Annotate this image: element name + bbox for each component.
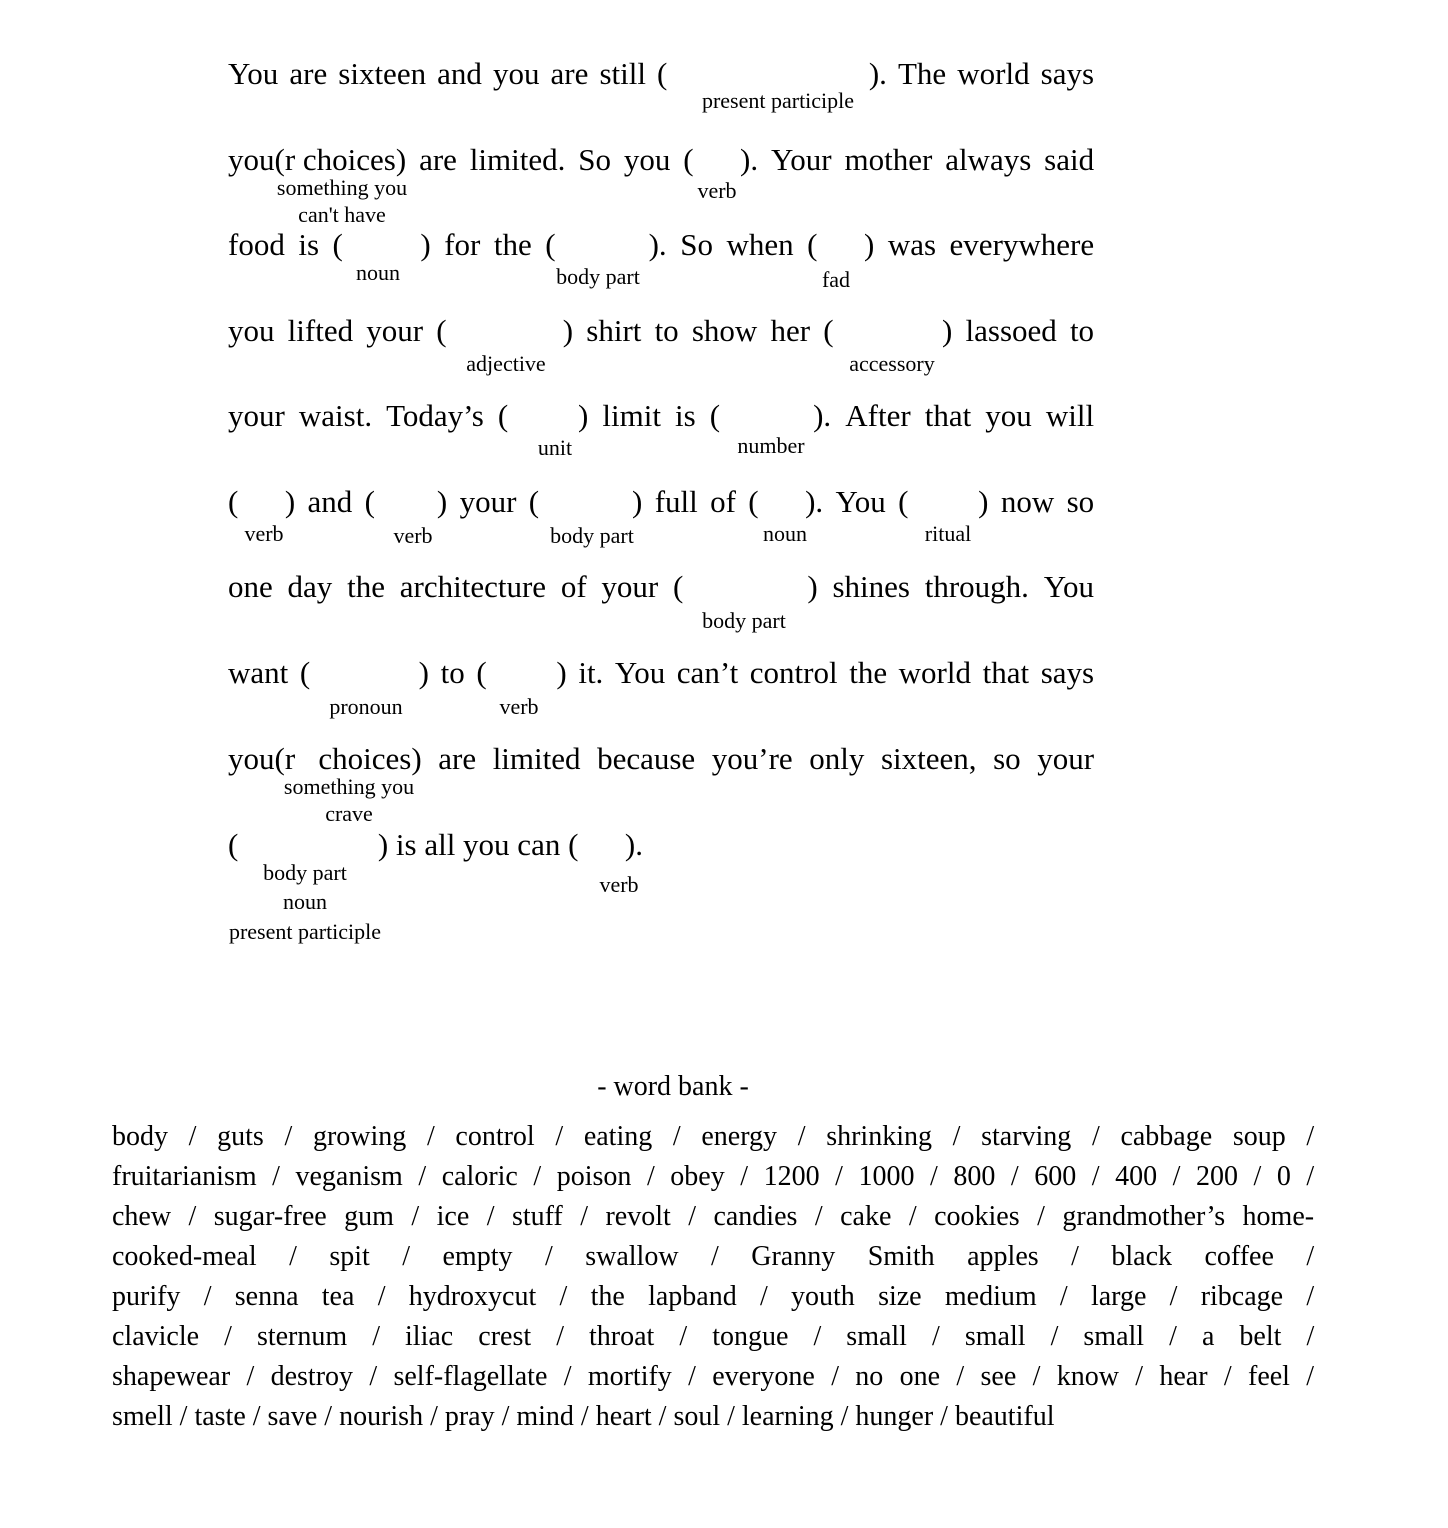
blank-label: pronoun: [329, 694, 403, 719]
text-token: cooked-meal: [112, 1241, 257, 1272]
text-token: the: [590, 1281, 625, 1312]
text-token: food: [228, 227, 285, 262]
text-token: obey: [670, 1161, 725, 1192]
text-token: empty: [442, 1241, 513, 1272]
text-token: cabbage: [1120, 1121, 1213, 1152]
word-bank-line: [112, 1400, 1314, 1434]
text-token: ( ): [898, 484, 989, 519]
word-bank-line: [112, 1240, 1314, 1274]
text-token: when: [726, 227, 794, 262]
text-token: no: [855, 1361, 884, 1392]
text-token: so: [993, 741, 1021, 776]
text-token: /: [559, 1281, 568, 1312]
text-token: day: [287, 569, 333, 604]
text-token: belt: [1239, 1321, 1282, 1352]
text-token: shirt: [586, 313, 642, 348]
text-token: caloric: [441, 1161, 518, 1192]
poem-line: [228, 142, 1094, 178]
text-token: full: [654, 484, 698, 519]
text-token: sixteen,: [880, 741, 977, 776]
text-token: purify: [112, 1281, 181, 1312]
text-token: shrinking: [826, 1121, 932, 1152]
text-token: ice: [436, 1201, 470, 1232]
text-token: you: [492, 56, 540, 91]
text-token: tea: [321, 1281, 355, 1312]
text-token: everywhere: [949, 227, 1095, 262]
blank-label: body part: [702, 608, 786, 633]
text-token: /: [688, 1361, 696, 1392]
text-token: sugar-free: [213, 1201, 327, 1232]
text-token: still: [599, 56, 646, 91]
text-token: /: [1050, 1321, 1059, 1352]
text-token: /: [1306, 1121, 1315, 1152]
text-token: small: [1083, 1321, 1145, 1352]
blank-label: body part: [556, 264, 640, 289]
blank-label: number: [737, 433, 805, 458]
text-token: /: [1032, 1361, 1041, 1392]
text-token: /: [835, 1161, 843, 1192]
text-token: are: [289, 56, 328, 91]
text-token: fruitarianism: [112, 1161, 257, 1192]
text-token: /: [813, 1321, 822, 1352]
text-token: self-flagellate: [393, 1361, 548, 1392]
text-token: /: [284, 1121, 293, 1152]
text-token: coffee: [1204, 1241, 1274, 1272]
poem-line: [228, 398, 1094, 434]
text-token: You: [228, 56, 279, 91]
text-token: and: [437, 56, 482, 91]
text-token: are: [438, 741, 477, 776]
text-token: now: [1000, 484, 1055, 519]
text-token: cookies: [934, 1201, 1020, 1232]
text-token: iliac: [405, 1321, 454, 1352]
poem-line: [228, 569, 1094, 605]
text-token: Granny: [751, 1241, 836, 1272]
text-token: /: [402, 1241, 411, 1272]
poem-line: [228, 227, 1094, 263]
text-token: large: [1090, 1281, 1147, 1312]
text-token: smell / taste / save / nourish / pray / mind / heart / soul / learning / hunger / beautiful: [112, 1401, 1055, 1432]
text-token: /: [486, 1201, 495, 1232]
text-token: of: [560, 569, 587, 604]
text-token: /: [1091, 1161, 1100, 1192]
blank-label: accessory: [849, 351, 935, 376]
text-token: your: [366, 313, 424, 348]
text-token: world: [898, 655, 971, 690]
text-token: /: [759, 1281, 768, 1312]
text-token: destroy: [270, 1361, 354, 1392]
text-token: /: [711, 1241, 719, 1272]
text-token: gum: [344, 1201, 394, 1232]
text-token: growing: [312, 1121, 407, 1152]
text-token: /: [646, 1161, 655, 1192]
text-token: shines: [832, 569, 910, 604]
poem-line: [228, 313, 1094, 349]
text-token: 400: [1115, 1161, 1158, 1192]
text-token: /: [1172, 1161, 1181, 1192]
text-token: to: [440, 655, 465, 690]
text-token: that: [982, 655, 1030, 690]
text-token: ( ): [528, 484, 643, 519]
text-token: ( ): [497, 398, 589, 433]
text-token: So: [578, 142, 611, 177]
text-token: /: [956, 1361, 965, 1392]
text-token: it.: [578, 655, 604, 690]
text-token: ( ): [807, 227, 875, 262]
text-token: /: [740, 1161, 749, 1192]
text-token: your: [601, 569, 659, 604]
text-token: hear: [1159, 1361, 1208, 1392]
text-token: /: [188, 1201, 197, 1232]
blank-label: verb: [499, 694, 539, 719]
text-token: ( ): [673, 569, 818, 604]
text-token: /: [1306, 1321, 1315, 1352]
text-token: swallow: [585, 1241, 679, 1272]
poem-line: [228, 56, 1094, 92]
text-token: /: [1037, 1201, 1045, 1232]
text-token: throat: [589, 1321, 655, 1352]
text-token: Today’s: [386, 398, 484, 433]
text-token: /: [369, 1361, 378, 1392]
text-token: medium: [944, 1281, 1037, 1312]
text-token: After: [845, 398, 911, 433]
blank-label: verb: [697, 178, 737, 203]
blank-label: adjective: [466, 351, 546, 376]
text-token: /: [1306, 1161, 1315, 1192]
text-token: one: [228, 569, 273, 604]
text-token: ( ): [228, 484, 296, 519]
text-token: sixteen: [338, 56, 427, 91]
text-token: /: [952, 1121, 961, 1152]
text-token: feel: [1248, 1361, 1290, 1392]
text-token: You: [835, 484, 886, 519]
word-bank-line: [112, 1120, 1314, 1154]
text-token: always: [945, 142, 1032, 177]
text-token: ( ): [332, 227, 431, 262]
word-bank-line: [112, 1320, 1314, 1354]
blank-label: present participle: [228, 919, 382, 944]
text-token: you’re: [711, 741, 793, 776]
text-token: can’t: [676, 655, 739, 690]
text-token: /: [224, 1321, 232, 1352]
text-token: 0: [1276, 1161, 1291, 1192]
text-token: eating: [583, 1121, 653, 1152]
blank-label: verb: [244, 521, 284, 546]
blank-label: present participle: [701, 88, 855, 113]
text-token: /: [814, 1201, 823, 1232]
text-token: the: [347, 569, 385, 604]
text-token: grandmother’s: [1062, 1201, 1226, 1232]
text-token: you: [228, 313, 275, 348]
text-token: /: [377, 1281, 386, 1312]
text-token: /: [1071, 1241, 1079, 1272]
text-token: world: [957, 56, 1030, 91]
text-token: apples: [967, 1241, 1039, 1272]
text-token: /: [930, 1161, 938, 1192]
text-token: are: [419, 142, 457, 177]
text-token: through.: [924, 569, 1029, 604]
text-token: one: [899, 1361, 941, 1392]
text-token: /: [580, 1201, 588, 1232]
text-token: and: [307, 484, 353, 519]
text-token: /: [426, 1121, 435, 1152]
text-token: ribcage: [1200, 1281, 1284, 1312]
text-token: tongue: [712, 1321, 789, 1352]
poem-line: [228, 741, 1094, 777]
text-token: 1000: [858, 1161, 915, 1192]
text-token: /: [1223, 1361, 1232, 1392]
text-token: The: [897, 56, 947, 91]
text-token: /: [188, 1121, 197, 1152]
text-token: control: [455, 1121, 535, 1152]
blank-label: unit: [537, 435, 573, 460]
text-token: /: [831, 1361, 839, 1392]
poem-line: [228, 655, 1094, 691]
text-token: control: [749, 655, 838, 690]
text-token: is: [298, 227, 320, 262]
word-bank-line: [112, 1160, 1314, 1194]
blank-label: body part: [263, 860, 347, 885]
word-bank-line: [112, 1360, 1314, 1394]
text-token: to: [654, 313, 679, 348]
text-token: stuff: [511, 1201, 563, 1232]
text-token: /: [908, 1201, 917, 1232]
text-token: 600: [1034, 1161, 1077, 1192]
text-token: ( ).: [657, 56, 887, 91]
text-token: small: [964, 1321, 1026, 1352]
text-token: /: [533, 1161, 542, 1192]
text-token: /: [272, 1161, 280, 1192]
blank-label: fad: [821, 267, 851, 292]
text-token: that: [924, 398, 972, 433]
text-token: guts: [217, 1121, 264, 1152]
text-token: /: [544, 1241, 553, 1272]
text-token: want: [228, 655, 289, 690]
text-token: senna: [234, 1281, 299, 1312]
text-token: /: [203, 1281, 212, 1312]
text-token: sternum: [256, 1321, 348, 1352]
blank-label: crave: [325, 801, 373, 826]
text-token: for: [444, 227, 481, 262]
blank-label: body part: [550, 523, 634, 548]
text-token: says: [1040, 655, 1095, 690]
text-token: starving: [981, 1121, 1072, 1152]
text-token: limit: [602, 398, 661, 433]
text-token: small: [846, 1321, 907, 1352]
text-token: everyone: [712, 1361, 815, 1392]
text-token: /: [1306, 1361, 1315, 1392]
text-token: ( ): [436, 313, 574, 348]
text-token: /: [289, 1241, 297, 1272]
text-token: /: [1253, 1161, 1262, 1192]
text-token: /: [1306, 1241, 1315, 1272]
text-token: /: [563, 1361, 572, 1392]
blank-label: noun: [763, 521, 807, 546]
text-token: see: [980, 1361, 1017, 1392]
text-token: /: [1169, 1281, 1178, 1312]
text-token: you: [623, 142, 671, 177]
text-token: her: [770, 313, 811, 348]
text-token: waist.: [298, 398, 373, 433]
text-token: lapband: [648, 1281, 737, 1312]
blank-label: noun: [356, 260, 400, 285]
text-token: body: [112, 1121, 168, 1152]
text-token: /: [555, 1121, 564, 1152]
text-token: Smith: [867, 1241, 935, 1272]
text-token: /: [411, 1201, 420, 1232]
blank-label: verb: [599, 872, 639, 897]
text-token: ( ).: [709, 398, 832, 433]
text-token: ( ).: [748, 484, 824, 519]
text-token: poison: [556, 1161, 632, 1192]
blank-label: something you: [283, 774, 415, 799]
text-token: /: [797, 1121, 806, 1152]
text-token: ( ).: [683, 142, 759, 177]
text-token: you: [985, 398, 1032, 433]
text-token: /: [672, 1121, 681, 1152]
blank-label: something you: [276, 175, 408, 200]
text-token: /: [1059, 1281, 1068, 1312]
text-token: soup: [1232, 1121, 1286, 1152]
text-token: veganism: [295, 1161, 403, 1192]
text-token: /: [418, 1161, 427, 1192]
text-token: ( ): [823, 313, 953, 348]
text-token: /: [246, 1361, 255, 1392]
text-token: black: [1111, 1241, 1172, 1272]
text-token: /: [1306, 1281, 1315, 1312]
text-token: ( ): [476, 655, 567, 690]
text-token: /: [372, 1321, 380, 1352]
text-token: you(r choices): [228, 142, 407, 177]
text-token: a: [1201, 1321, 1215, 1352]
text-token: mother: [844, 142, 933, 177]
text-token: You: [1043, 569, 1095, 604]
text-token: limited: [492, 741, 581, 776]
text-token: candies: [713, 1201, 798, 1232]
text-token: /: [1135, 1361, 1144, 1392]
text-token: to: [1069, 313, 1095, 348]
word-bank-line: [112, 1280, 1314, 1314]
blank-label: verb: [393, 523, 433, 548]
text-token: are: [550, 56, 589, 91]
text-token: /: [1091, 1121, 1100, 1152]
text-token: know: [1056, 1361, 1119, 1392]
text-token: lifted: [287, 313, 354, 348]
poem-line: [228, 484, 1094, 520]
text-token: /: [556, 1321, 564, 1352]
text-token: lassoed: [965, 313, 1057, 348]
poem-line: [228, 827, 1094, 863]
text-token: architecture: [399, 569, 547, 604]
text-token: of: [710, 484, 736, 519]
text-token: size: [878, 1281, 922, 1312]
text-token: mortify: [587, 1361, 672, 1392]
text-token: spit: [329, 1241, 370, 1272]
text-token: crest: [478, 1321, 532, 1352]
blank-label: can't have: [298, 202, 386, 227]
text-token: ( ) is all you can ( ).: [228, 827, 643, 862]
text-token: /: [688, 1201, 696, 1232]
text-token: said: [1044, 142, 1095, 177]
text-token: 200: [1195, 1161, 1238, 1192]
text-token: shapewear: [112, 1361, 231, 1392]
text-token: /: [679, 1321, 688, 1352]
text-token: 800: [953, 1161, 996, 1192]
text-token: So: [680, 227, 713, 262]
text-token: because: [597, 741, 696, 776]
text-token: only: [809, 741, 865, 776]
text-token: ( ): [299, 655, 430, 690]
text-token: is: [675, 398, 696, 433]
text-token: 1200: [763, 1161, 820, 1192]
text-token: /: [932, 1321, 940, 1352]
text-token: so: [1066, 484, 1095, 519]
text-token: youth: [791, 1281, 855, 1312]
text-token: clavicle: [112, 1321, 200, 1352]
text-token: you(r choices): [228, 741, 422, 776]
text-token: Your: [771, 142, 832, 177]
word-bank-line: [112, 1200, 1314, 1234]
text-token: revolt: [605, 1201, 671, 1232]
text-token: will: [1045, 398, 1095, 433]
text-token: says: [1040, 56, 1095, 91]
blank-label: noun: [283, 889, 327, 914]
text-token: was: [887, 227, 937, 262]
text-token: home-: [1242, 1201, 1315, 1232]
text-token: /: [1169, 1321, 1177, 1352]
text-token: energy: [701, 1121, 778, 1152]
text-token: your: [1037, 741, 1095, 776]
text-token: show: [691, 313, 758, 348]
text-token: ( ).: [545, 227, 667, 262]
word-bank-title: - word bank -: [597, 1071, 749, 1102]
text-token: the: [493, 227, 532, 262]
text-token: limited.: [469, 142, 566, 177]
text-token: ( ): [364, 484, 448, 519]
text-token: hydroxycut: [408, 1281, 537, 1312]
text-token: cake: [840, 1201, 892, 1232]
text-token: your: [228, 398, 285, 433]
text-token: /: [1010, 1161, 1019, 1192]
blank-label: ritual: [924, 521, 972, 546]
text-token: chew: [112, 1201, 172, 1232]
text-token: the: [849, 655, 888, 690]
text-token: You: [614, 655, 666, 690]
text-token: your: [459, 484, 517, 519]
